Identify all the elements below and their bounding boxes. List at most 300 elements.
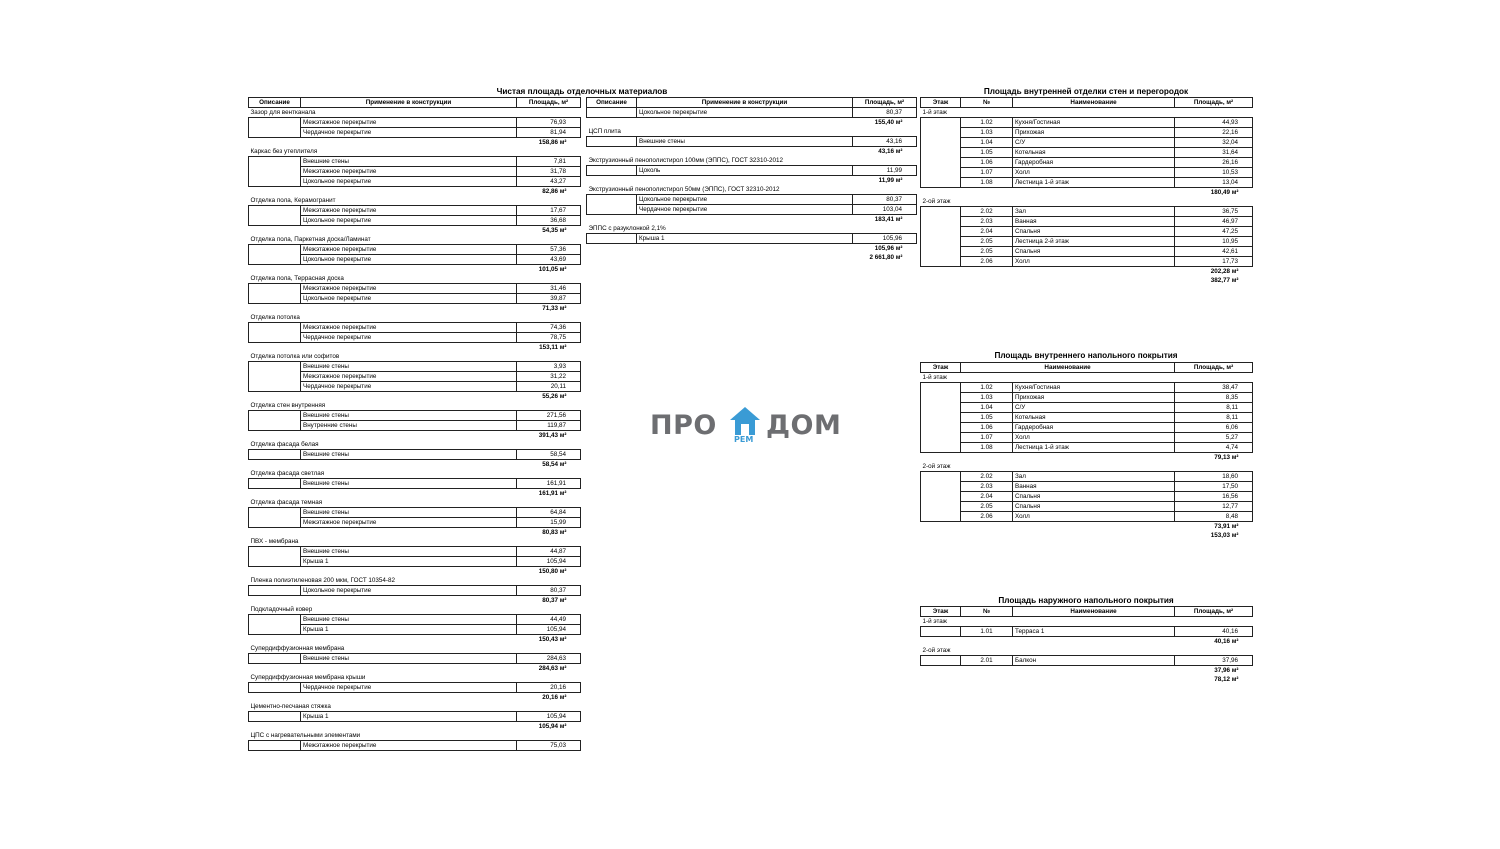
floor-total: 202,28 м² — [1210, 268, 1239, 275]
row-application: Цокольное перекрытие — [301, 586, 517, 596]
header-description: Описание — [587, 98, 637, 108]
row-spacer — [249, 683, 301, 693]
group-row — [249, 605, 581, 615]
table-row — [921, 178, 1253, 188]
floor-total: 79,13 м² — [1214, 454, 1239, 461]
total-row — [249, 392, 581, 402]
group-name: Отделка потолка или софитов — [250, 353, 340, 360]
group-row — [249, 235, 581, 245]
table-row — [249, 712, 581, 722]
floor-name: 1-й этаж — [922, 618, 947, 625]
header-area: Площадь, м² — [517, 98, 581, 108]
row-application: Цокольное перекрытие — [637, 108, 853, 118]
table-row — [921, 472, 1253, 482]
group-name: ЦСП плита — [588, 128, 621, 135]
row-application: Межэтажное перекрытие — [301, 372, 517, 382]
floor-row — [921, 646, 1253, 656]
total-row — [249, 265, 581, 275]
row-area: 105,94 — [517, 557, 581, 567]
group-row — [249, 576, 581, 586]
row-area: 58,54 — [517, 450, 581, 460]
room-area: 17,50 — [1175, 482, 1253, 492]
room-area: 37,96 — [1175, 656, 1253, 666]
group-total: 58,54 м² — [542, 461, 567, 468]
room-area: 5,27 — [1175, 433, 1253, 443]
row-spacer — [587, 108, 637, 118]
group-name: Отделка пола, Керамогранит — [250, 197, 336, 204]
row-application: Внешние стены — [301, 547, 517, 557]
table-row — [249, 333, 581, 343]
row-spacer — [249, 245, 301, 255]
total-row — [249, 693, 581, 703]
row-application: Чердачное перекрытие — [301, 128, 517, 138]
table-row — [587, 137, 917, 147]
table-row — [921, 237, 1253, 247]
header-floor: Этаж — [921, 363, 961, 373]
room-name: Холл — [1013, 168, 1175, 178]
group-row — [587, 156, 917, 166]
row-spacer — [921, 403, 961, 413]
table-row — [587, 205, 917, 215]
room-number: 1.05 — [961, 148, 1013, 158]
total-row — [921, 666, 1253, 676]
room-number: 2.03 — [961, 482, 1013, 492]
table-row — [921, 482, 1253, 492]
group-row — [249, 440, 581, 450]
grand-total: 153,03 м² — [1210, 532, 1239, 539]
group-name: Супердиффузионная мембрана крыши — [250, 674, 366, 681]
group-name: Пленка полиэтиленовая 200 мкм, ГОСТ 10354-82 — [250, 577, 396, 584]
table-row — [921, 118, 1253, 128]
row-spacer — [921, 482, 961, 492]
table-row — [921, 383, 1253, 393]
row-application: Межэтажное перекрытие — [301, 206, 517, 216]
row-area: 105,94 — [517, 712, 581, 722]
room-number: 1.02 — [961, 118, 1013, 128]
walls-table — [920, 97, 1253, 285]
table-row — [587, 234, 917, 244]
row-area: 15,99 — [517, 518, 581, 528]
total-row — [249, 304, 581, 314]
row-area: 3,93 — [517, 362, 581, 372]
table-row — [587, 108, 917, 118]
room-name: Гардеробная — [1013, 158, 1175, 168]
row-area: 81,94 — [517, 128, 581, 138]
logo-word-dom: ДОМ — [766, 410, 842, 441]
group-row — [249, 469, 581, 479]
floor-row — [921, 462, 1253, 472]
row-area: 105,96 — [853, 234, 917, 244]
header-area: Площадь, м² — [1175, 607, 1253, 617]
room-name: Гардеробная — [1013, 423, 1175, 433]
row-application: Крыша 1 — [301, 625, 517, 635]
group-row — [249, 274, 581, 284]
group-row — [249, 401, 581, 411]
floor-row — [921, 197, 1253, 207]
room-name: Прихожая — [1013, 128, 1175, 138]
table-row — [249, 683, 581, 693]
row-area: 7,81 — [517, 157, 581, 167]
group-row — [249, 673, 581, 683]
row-area: 80,37 — [517, 586, 581, 596]
header-number: № — [961, 607, 1013, 617]
table-row — [921, 512, 1253, 522]
room-number: 1.01 — [961, 627, 1013, 637]
row-area: 31,78 — [517, 167, 581, 177]
table-row — [921, 403, 1253, 413]
row-spacer — [587, 195, 637, 205]
group-name: Экструзионный пенополистирол 100мм (ЭППС), ГОСТ 32310-2012 — [588, 157, 784, 164]
total-row — [249, 567, 581, 577]
row-area: 119,87 — [517, 421, 581, 431]
row-application: Цокольное перекрытие — [301, 255, 517, 265]
table-row — [249, 255, 581, 265]
floor-name: 2-ой этаж — [922, 647, 951, 654]
row-spacer — [921, 627, 961, 637]
room-name: Зал — [1013, 207, 1175, 217]
total-row — [587, 118, 917, 128]
group-total: 158,86 м² — [538, 139, 567, 146]
table-row — [249, 362, 581, 372]
room-number: 1.06 — [961, 423, 1013, 433]
row-area: 31,22 — [517, 372, 581, 382]
row-spacer — [921, 217, 961, 227]
room-number: 2.02 — [961, 207, 1013, 217]
room-name: Спальня — [1013, 502, 1175, 512]
row-spacer — [249, 157, 301, 167]
group-name: Отделка стен внутренняя — [250, 402, 326, 409]
room-name: Лестница 1-й этаж — [1013, 178, 1175, 188]
group-name: Отделка потолка — [250, 314, 300, 321]
floor-row — [921, 108, 1253, 118]
room-name: Спальня — [1013, 492, 1175, 502]
table-row — [921, 627, 1253, 637]
row-spacer — [921, 148, 961, 158]
group-name: ПВХ - мембрана — [250, 538, 299, 545]
table-row — [921, 656, 1253, 666]
table-row — [587, 195, 917, 205]
total-row — [249, 528, 581, 538]
materials-table-right — [586, 97, 917, 262]
row-application: Внутренние стены — [301, 421, 517, 431]
room-area: 13,04 — [1175, 178, 1253, 188]
group-total: 150,80 м² — [538, 568, 567, 575]
row-spacer — [921, 207, 961, 217]
row-application: Внешние стены — [301, 411, 517, 421]
total-row — [249, 343, 581, 353]
room-area: 4,74 — [1175, 443, 1253, 453]
row-application: Межэтажное перекрытие — [301, 167, 517, 177]
row-application: Межэтажное перекрытие — [301, 245, 517, 255]
row-application: Межэтажное перекрытие — [301, 118, 517, 128]
table-row — [921, 227, 1253, 237]
row-spacer — [249, 625, 301, 635]
row-application: Чердачное перекрытие — [637, 205, 853, 215]
floor-outer-title: Площадь наружного напольного покрытия — [998, 596, 1174, 605]
group-row — [249, 147, 581, 157]
floor-name: 1-й этаж — [922, 374, 947, 381]
row-spacer — [921, 443, 961, 453]
row-spacer — [921, 237, 961, 247]
table-row — [921, 502, 1253, 512]
row-application: Цокольное перекрытие — [637, 195, 853, 205]
table-row — [249, 615, 581, 625]
floor-total: 73,91 м² — [1214, 523, 1239, 530]
grand-total-row — [587, 253, 917, 262]
row-spacer — [249, 508, 301, 518]
room-area: 42,61 — [1175, 247, 1253, 257]
row-area: 20,16 — [517, 683, 581, 693]
grand-total: 2 661,80 м² — [869, 254, 903, 261]
table-row — [921, 423, 1253, 433]
room-number: 1.06 — [961, 158, 1013, 168]
table-row — [921, 443, 1253, 453]
floor-outer-table — [920, 606, 1253, 684]
row-area: 44,87 — [517, 547, 581, 557]
row-spacer — [587, 205, 637, 215]
materials-title: Чистая площадь отделочных материалов — [496, 87, 668, 96]
row-area: 36,68 — [517, 216, 581, 226]
row-spacer — [587, 234, 637, 244]
row-spacer — [921, 168, 961, 178]
room-area: 22,16 — [1175, 128, 1253, 138]
grand-total-row — [921, 276, 1253, 285]
room-number: 1.04 — [961, 403, 1013, 413]
row-area: 39,87 — [517, 294, 581, 304]
row-spacer — [921, 393, 961, 403]
total-row — [249, 138, 581, 148]
group-row — [587, 224, 917, 234]
row-spacer — [249, 333, 301, 343]
row-area: 75,03 — [517, 741, 581, 751]
group-name: Отделка фасада белая — [250, 441, 319, 448]
row-spacer — [921, 383, 961, 393]
total-row — [249, 664, 581, 674]
table-row — [249, 294, 581, 304]
row-spacer — [921, 433, 961, 443]
room-name: Балкон — [1013, 656, 1175, 666]
room-name: Спальня — [1013, 247, 1175, 257]
group-total: 155,40 м² — [874, 119, 903, 126]
row-spacer — [249, 216, 301, 226]
group-name: Подкладочный ковер — [250, 606, 313, 613]
table-row — [249, 479, 581, 489]
grand-total-row — [921, 531, 1253, 540]
row-area: 64,84 — [517, 508, 581, 518]
row-application: Внешние стены — [301, 615, 517, 625]
room-area: 31,64 — [1175, 148, 1253, 158]
floor-name: 2-ой этаж — [922, 198, 951, 205]
row-spacer — [587, 166, 637, 176]
table-row — [249, 547, 581, 557]
floor-name: 2-ой этаж — [922, 463, 951, 470]
room-area: 18,60 — [1175, 472, 1253, 482]
prodom-logo — [650, 405, 850, 445]
header-name: Наименование — [1013, 98, 1175, 108]
row-application: Чердачное перекрытие — [301, 683, 517, 693]
row-application: Межэтажное перекрытие — [301, 284, 517, 294]
row-application: Цокольное перекрытие — [301, 216, 517, 226]
room-area: 32,04 — [1175, 138, 1253, 148]
group-total: 43,16 м² — [878, 148, 903, 155]
row-spacer — [921, 178, 961, 188]
header-floor: Этаж — [921, 607, 961, 617]
row-spacer — [921, 138, 961, 148]
house-icon — [728, 405, 762, 437]
room-area: 12,77 — [1175, 502, 1253, 512]
total-row — [921, 188, 1253, 198]
table-row — [249, 557, 581, 567]
row-spacer — [249, 586, 301, 596]
row-application: Цокольное перекрытие — [301, 294, 517, 304]
row-application: Внешние стены — [301, 479, 517, 489]
room-number: 2.01 — [961, 656, 1013, 666]
room-name: Терраса 1 — [1013, 627, 1175, 637]
floor-row — [921, 617, 1253, 627]
table-row — [249, 654, 581, 664]
row-area: 105,94 — [517, 625, 581, 635]
group-row — [249, 731, 581, 741]
group-total: 161,91 м² — [538, 490, 567, 497]
table-row — [921, 433, 1253, 443]
room-name: Кухня/Гостиная — [1013, 118, 1175, 128]
table-row — [921, 247, 1253, 257]
room-name: Котельная — [1013, 148, 1175, 158]
group-row — [587, 127, 917, 137]
total-row — [587, 176, 917, 186]
row-area: 80,37 — [853, 108, 917, 118]
room-name: Котельная — [1013, 413, 1175, 423]
row-spacer — [921, 158, 961, 168]
row-spacer — [249, 177, 301, 187]
group-name: Супердиффузионная мембрана — [250, 645, 345, 652]
total-row — [587, 215, 917, 225]
row-spacer — [249, 206, 301, 216]
row-spacer — [921, 492, 961, 502]
table-row — [249, 421, 581, 431]
group-total: 150,43 м² — [538, 636, 567, 643]
table-row — [921, 168, 1253, 178]
room-number: 2.03 — [961, 217, 1013, 227]
row-spacer — [249, 294, 301, 304]
row-spacer — [249, 118, 301, 128]
group-name: ЭППС с разуклонкой 2,1% — [588, 225, 666, 232]
row-spacer — [249, 712, 301, 722]
row-spacer — [921, 257, 961, 267]
room-number: 1.02 — [961, 383, 1013, 393]
header-application: Применение в конструкции — [301, 98, 517, 108]
row-application: Межэтажное перекрытие — [301, 323, 517, 333]
row-spacer — [249, 557, 301, 567]
table-row — [249, 508, 581, 518]
logo-word-pro: ПРО — [650, 410, 717, 441]
row-spacer — [587, 137, 637, 147]
row-area: 43,69 — [517, 255, 581, 265]
total-row — [587, 244, 917, 254]
row-area: 284,63 — [517, 654, 581, 664]
table-row — [249, 372, 581, 382]
walls-title: Площадь внутренней отделки стен и перегородок — [983, 87, 1189, 96]
row-area: 271,56 — [517, 411, 581, 421]
floor-name: 1-й этаж — [922, 109, 947, 116]
table-row — [921, 207, 1253, 217]
table-row — [921, 128, 1253, 138]
table-row — [249, 284, 581, 294]
row-application: Внешние стены — [301, 362, 517, 372]
room-number: 2.04 — [961, 227, 1013, 237]
table-row — [921, 413, 1253, 423]
group-name: ЦПС с нагревательными элементами — [250, 732, 361, 739]
total-row — [249, 431, 581, 441]
room-name: Ванная — [1013, 217, 1175, 227]
total-row — [921, 453, 1253, 463]
row-spacer — [249, 741, 301, 751]
group-row — [249, 108, 581, 118]
row-area: 57,36 — [517, 245, 581, 255]
room-number: 1.07 — [961, 433, 1013, 443]
floor-inner-table — [920, 362, 1253, 540]
row-spacer — [921, 512, 961, 522]
group-row — [249, 537, 581, 547]
group-name: Отделка фасада темная — [250, 499, 323, 506]
header-name: Наименование — [1013, 607, 1175, 617]
group-row — [249, 702, 581, 712]
room-area: 17,73 — [1175, 257, 1253, 267]
room-area: 16,56 — [1175, 492, 1253, 502]
table-row — [921, 138, 1253, 148]
room-number: 2.05 — [961, 247, 1013, 257]
group-name: Экструзионный пенополистирол 50мм (ЭППС), ГОСТ 32310-2012 — [588, 186, 780, 193]
group-name: Цементно-песчаная стяжка — [250, 703, 331, 710]
row-spacer — [249, 372, 301, 382]
header-area: Площадь, м² — [1175, 98, 1253, 108]
total-row — [921, 637, 1253, 647]
floor-total: 37,96 м² — [1214, 667, 1239, 674]
table-row — [249, 157, 581, 167]
group-total: 20,16 м² — [542, 694, 567, 701]
row-spacer — [249, 255, 301, 265]
table-row — [249, 128, 581, 138]
row-spacer — [249, 128, 301, 138]
total-row — [249, 226, 581, 236]
table-row — [249, 245, 581, 255]
row-spacer — [249, 382, 301, 392]
room-area: 40,16 — [1175, 627, 1253, 637]
room-name: Лестница 2-й этаж — [1013, 237, 1175, 247]
table-row — [249, 177, 581, 187]
row-spacer — [921, 128, 961, 138]
row-area: 103,04 — [853, 205, 917, 215]
row-application: Крыша 1 — [637, 234, 853, 244]
row-spacer — [249, 411, 301, 421]
group-row — [249, 644, 581, 654]
group-total: 105,96 м² — [874, 245, 903, 252]
room-name: Лестница 1-й этаж — [1013, 443, 1175, 453]
group-total: 153,11 м² — [539, 344, 567, 351]
room-name: Прихожая — [1013, 393, 1175, 403]
floor-inner-title: Площадь внутреннего напольного покрытия — [994, 351, 1178, 360]
total-row — [249, 635, 581, 645]
table-row — [249, 411, 581, 421]
total-row — [249, 596, 581, 606]
row-application: Внешние стены — [301, 450, 517, 460]
row-area: 76,93 — [517, 118, 581, 128]
table-row — [249, 118, 581, 128]
row-application: Внешние стены — [637, 137, 853, 147]
table-row — [249, 450, 581, 460]
group-row — [249, 352, 581, 362]
header-floor: Этаж — [921, 98, 961, 108]
